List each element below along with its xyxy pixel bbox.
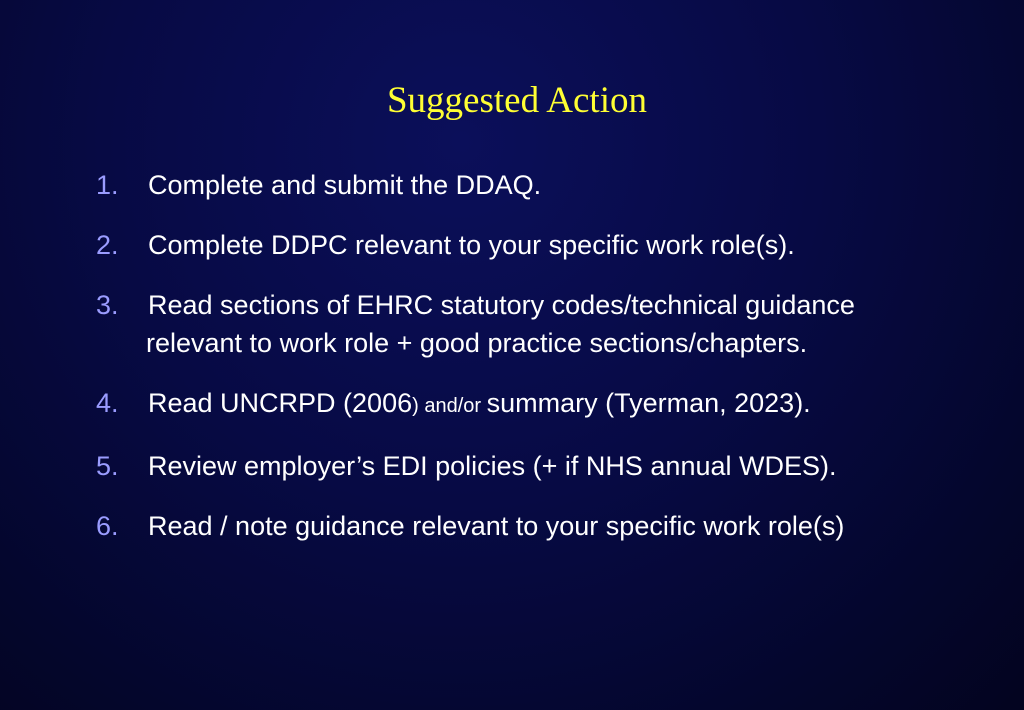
list-text-part3: summary (Tyerman, 2023).	[486, 388, 811, 418]
list-item	[96, 384, 996, 425]
list-number: 5.	[96, 451, 119, 481]
list-item	[96, 286, 996, 362]
action-list	[96, 166, 996, 567]
list-item	[96, 447, 996, 485]
list-text: Complete and submit the DDAQ.	[148, 170, 542, 200]
list-item	[96, 507, 996, 545]
slide-title: Suggested Action	[386, 80, 647, 121]
list-number: 6.	[96, 511, 119, 541]
list-text-part1: Read UNCRPD (2006	[148, 388, 413, 418]
list-text: Review employer’s EDI policies (+ if NHS annual WDES).	[148, 451, 837, 481]
list-text: Read / note guidance relevant to your specific work role(s)	[148, 511, 845, 541]
list-number: 2.	[96, 230, 119, 260]
list-text-line2: relevant to work role + good practice sections/chapters.	[146, 328, 808, 358]
list-text-line1: Read sections of EHRC statutory codes/technical guidance	[148, 290, 855, 320]
list-text-part2: ) and/or	[412, 395, 487, 417]
list-number: 4.	[96, 388, 119, 418]
list-number: 3.	[96, 290, 119, 320]
list-item	[96, 226, 996, 264]
list-number: 1.	[96, 170, 119, 200]
list-text: Complete DDPC relevant to your specific work role(s).	[148, 230, 795, 260]
list-item	[96, 166, 996, 204]
